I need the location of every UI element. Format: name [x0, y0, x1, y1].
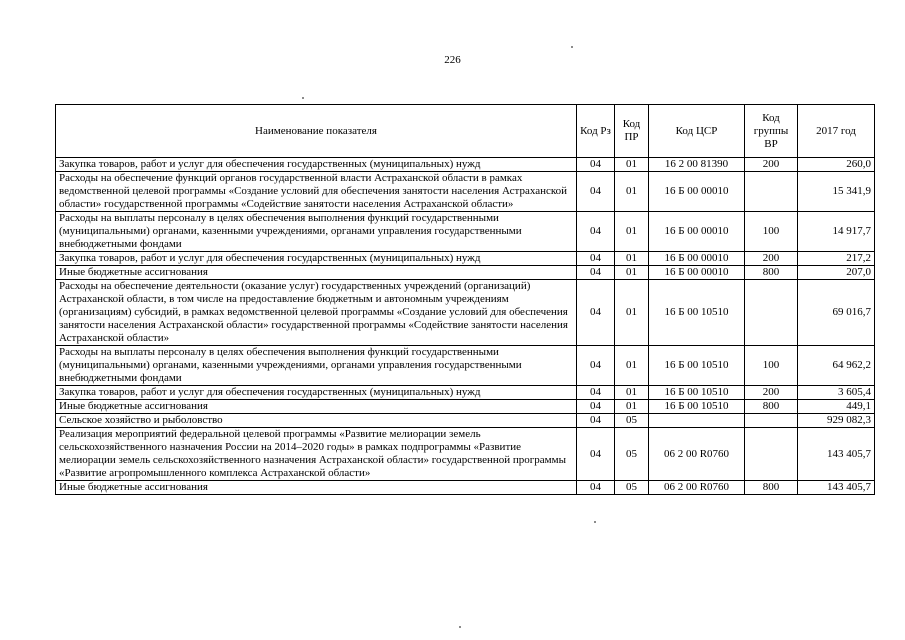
row-amount: 3 605,4 [798, 386, 875, 400]
table-row [56, 172, 875, 212]
row-rz: 04 [577, 280, 615, 346]
row-amount: 260,0 [798, 158, 875, 172]
row-rz: 04 [577, 428, 615, 481]
row-rz: 04 [577, 266, 615, 280]
table-row [56, 414, 875, 428]
row-pr: 01 [615, 266, 649, 280]
row-pr: 01 [615, 386, 649, 400]
scan-speck [459, 626, 461, 628]
row-vr: 800 [745, 400, 798, 414]
row-vr [745, 172, 798, 212]
row-pr: 01 [615, 400, 649, 414]
row-vr: 200 [745, 158, 798, 172]
row-rz: 04 [577, 414, 615, 428]
table-row [56, 346, 875, 386]
header-pr: Код ПР [615, 105, 649, 158]
row-amount: 207,0 [798, 266, 875, 280]
table-row [56, 158, 875, 172]
row-pr: 05 [615, 481, 649, 495]
row-name: Расходы на обеспечение функций органов государственной власти Астраханской области в рамках ведомственной целевой программы «Создание условий для обеспечения занятости населения Астраханской области» государственной программы «Содействие занятости населения Астраханской области» [56, 172, 577, 212]
row-amount: 143 405,7 [798, 481, 875, 495]
row-vr [745, 414, 798, 428]
scan-speck [594, 521, 596, 523]
row-amount: 143 405,7 [798, 428, 875, 481]
row-csr: 16 Б 00 00010 [649, 252, 745, 266]
row-name: Иные бюджетные ассигнования [56, 400, 577, 414]
scan-speck [302, 97, 304, 99]
row-csr: 16 Б 00 00010 [649, 172, 745, 212]
row-vr [745, 280, 798, 346]
row-pr: 01 [615, 158, 649, 172]
row-csr: 16 Б 00 00010 [649, 212, 745, 252]
row-pr: 05 [615, 428, 649, 481]
row-csr [649, 414, 745, 428]
row-csr: 16 Б 00 10510 [649, 346, 745, 386]
row-name: Реализация мероприятий федеральной целевой программы «Развитие мелиорации земель сельскохозяйственного назначения России на 2014–2020 годы» в рамках подпрограммы «Развитие мелиорации земель сельскохозяйственного назначения Астраханской области» государственной программы «Развитие агропромышленного комплекса Астраханской области» [56, 428, 577, 481]
row-pr: 01 [615, 280, 649, 346]
row-amount: 14 917,7 [798, 212, 875, 252]
row-rz: 04 [577, 400, 615, 414]
table-row [56, 266, 875, 280]
row-pr: 01 [615, 252, 649, 266]
header-rz: Код Рз [577, 105, 615, 158]
row-csr: 16 2 00 81390 [649, 158, 745, 172]
row-amount: 449,1 [798, 400, 875, 414]
row-amount: 217,2 [798, 252, 875, 266]
row-pr: 01 [615, 346, 649, 386]
row-name: Расходы на обеспечение деятельности (оказание услуг) государственных учреждений (организаций) Астраханской области, в том числе на предоставление бюджетным и автономным учреждениям (организациям) субсидий, в рамках ведомственной целевой программы «Создание условий для обеспечения занятости населения Астраханской области» государственной программы «Содействие занятости населения Астраханской области» [56, 280, 577, 346]
row-rz: 04 [577, 172, 615, 212]
row-name: Иные бюджетные ассигнования [56, 266, 577, 280]
row-amount: 929 082,3 [798, 414, 875, 428]
row-name: Закупка товаров, работ и услуг для обеспечения государственных (муниципальных) нужд [56, 252, 577, 266]
header-year: 2017 год [798, 105, 875, 158]
row-pr: 05 [615, 414, 649, 428]
page-number: 226 [444, 54, 461, 66]
row-name: Расходы на выплаты персоналу в целях обеспечения выполнения функций государственными (муниципальными) органами, казенными учреждениями, органами управления государственными внебюджетными фондами [56, 346, 577, 386]
row-name: Закупка товаров, работ и услуг для обеспечения государственных (муниципальных) нужд [56, 158, 577, 172]
row-amount: 15 341,9 [798, 172, 875, 212]
row-vr: 200 [745, 386, 798, 400]
row-vr [745, 428, 798, 481]
table-row [56, 481, 875, 495]
row-csr: 16 Б 00 10510 [649, 400, 745, 414]
header-name: Наименование показателя [56, 105, 577, 158]
table-header-row [56, 105, 875, 158]
row-name: Иные бюджетные ассигнования [56, 481, 577, 495]
row-rz: 04 [577, 481, 615, 495]
row-name: Закупка товаров, работ и услуг для обеспечения государственных (муниципальных) нужд [56, 386, 577, 400]
row-vr: 800 [745, 266, 798, 280]
table-row [56, 280, 875, 346]
row-name: Сельское хозяйство и рыболовство [56, 414, 577, 428]
table-row [56, 428, 875, 481]
header-csr: Код ЦСР [649, 105, 745, 158]
row-rz: 04 [577, 346, 615, 386]
table-row [56, 386, 875, 400]
row-csr: 06 2 00 R0760 [649, 428, 745, 481]
scan-speck [571, 46, 573, 48]
row-csr: 06 2 00 R0760 [649, 481, 745, 495]
row-vr: 800 [745, 481, 798, 495]
row-rz: 04 [577, 386, 615, 400]
row-pr: 01 [615, 212, 649, 252]
row-csr: 16 Б 00 10510 [649, 280, 745, 346]
row-pr: 01 [615, 172, 649, 212]
budget-table [55, 104, 875, 495]
row-amount: 64 962,2 [798, 346, 875, 386]
header-vr: Код группы ВР [745, 105, 798, 158]
row-rz: 04 [577, 252, 615, 266]
row-vr: 100 [745, 212, 798, 252]
row-name: Расходы на выплаты персоналу в целях обеспечения выполнения функций государственными (муниципальными) органами, казенными учреждениями, органами управления государственными внебюджетными фондами [56, 212, 577, 252]
row-amount: 69 016,7 [798, 280, 875, 346]
row-rz: 04 [577, 212, 615, 252]
row-vr: 200 [745, 252, 798, 266]
row-vr: 100 [745, 346, 798, 386]
row-csr: 16 Б 00 10510 [649, 386, 745, 400]
table-row [56, 400, 875, 414]
row-csr: 16 Б 00 00010 [649, 266, 745, 280]
table-row [56, 252, 875, 266]
table-row [56, 212, 875, 252]
row-rz: 04 [577, 158, 615, 172]
